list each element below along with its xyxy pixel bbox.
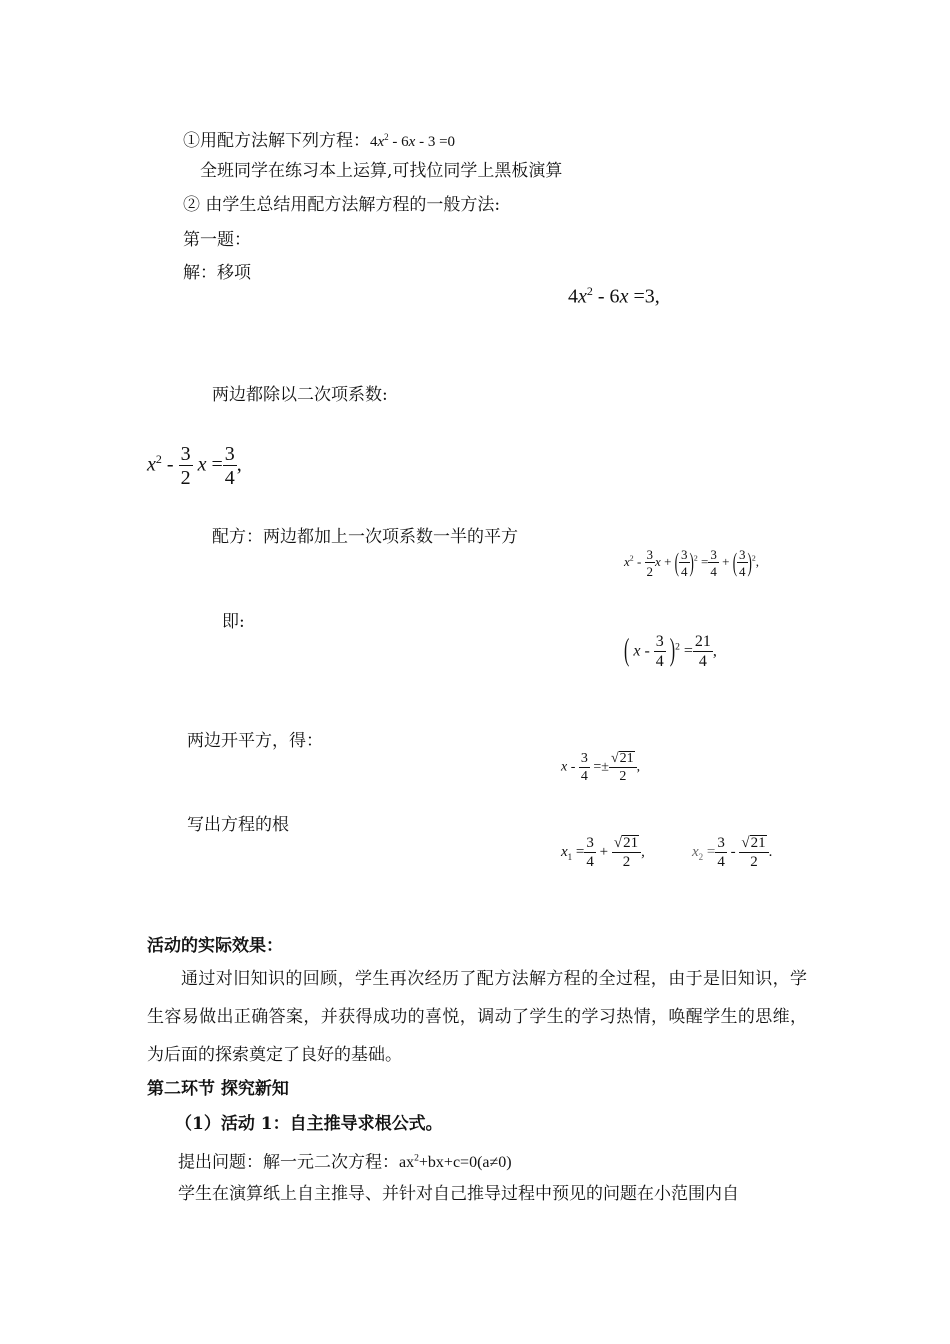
equation-divide: $x^2$ - $\frac{3}{2}$ x = $\frac{3}{4}$ ,	[147, 443, 242, 489]
divide-text: 两边都除以二次项系数:	[212, 385, 388, 405]
effect-body: 通过对旧知识的回顾，学生再次经历了配方法解方程的全过程，由于是旧知识，学生容易做出正确答案，并获得成功的喜悦，调动了学生的学习热情，唤醒学生的思维，为后面的探索奠定了良好的基础。	[147, 969, 807, 1065]
sqrt-both-text: 两边开平方，得：	[187, 731, 323, 751]
step2-text: ② 由学生总结用配方法解方程的一般方法:	[183, 195, 501, 215]
equation-complete-square: $x^2$ - $\frac{3}{2}$ x + ( $\frac{3}{4}$ )$^2$ = $\frac{3}{4}$ + ( $\frac{3}{4}$ )$^2$,	[624, 547, 760, 579]
effect-paragraph	[147, 960, 807, 1074]
problem-equation: $ax^2+bx+c=0(a\ne 0)$	[399, 1153, 512, 1172]
problem-line	[178, 1148, 512, 1174]
equation-root-x2: $x_2$ = $\frac{3}{4}$ - $\frac{√21}{2}$ .	[692, 834, 773, 870]
step1-prefix: ①用配方法解下列方程：	[183, 131, 370, 151]
last-line-text: 学生在演算纸上自主推导、并针对自己推导过程中预见的问题在小范围内自	[178, 1184, 739, 1204]
equation-move: $4x^2 - 6x =3$,	[568, 284, 660, 308]
write-roots-text: 写出方程的根	[187, 815, 289, 835]
namely-label: 即:	[222, 612, 245, 632]
solve-move-label: 解：移项	[183, 263, 251, 283]
equation-square-form: ( x - $\frac{3}{4}$ )$^2$ = $\frac{21}{4}$ ,	[624, 633, 717, 670]
problem-prefix: 提出问题：解一元二次方程：	[178, 1152, 399, 1173]
effect-heading: 活动的实际效果：	[147, 936, 283, 956]
step1-equation: $4x^2 - 6x - 3 =0$	[370, 132, 456, 150]
complete-square-text: 配方：两边都加上一次项系数一半的平方	[212, 527, 518, 547]
section2-heading: 第二环节 探究新知	[147, 1079, 289, 1099]
activity1-heading: （1）活动 1：自主推导求根公式。	[175, 1114, 443, 1134]
equation-root-x1: $x_1$ = $\frac{3}{4}$ + $\frac{√21}{2}$ ,	[561, 834, 645, 870]
class-practice-text: 全班同学在练习本上运算,可找位同学上黑板演算	[200, 161, 563, 181]
equation-sqrt: x - $\frac{3}{4}$ =± $\frac{√21}{2}$ ,	[561, 750, 641, 784]
step1-line	[183, 126, 455, 153]
first-question-label: 第一题：	[183, 230, 251, 250]
